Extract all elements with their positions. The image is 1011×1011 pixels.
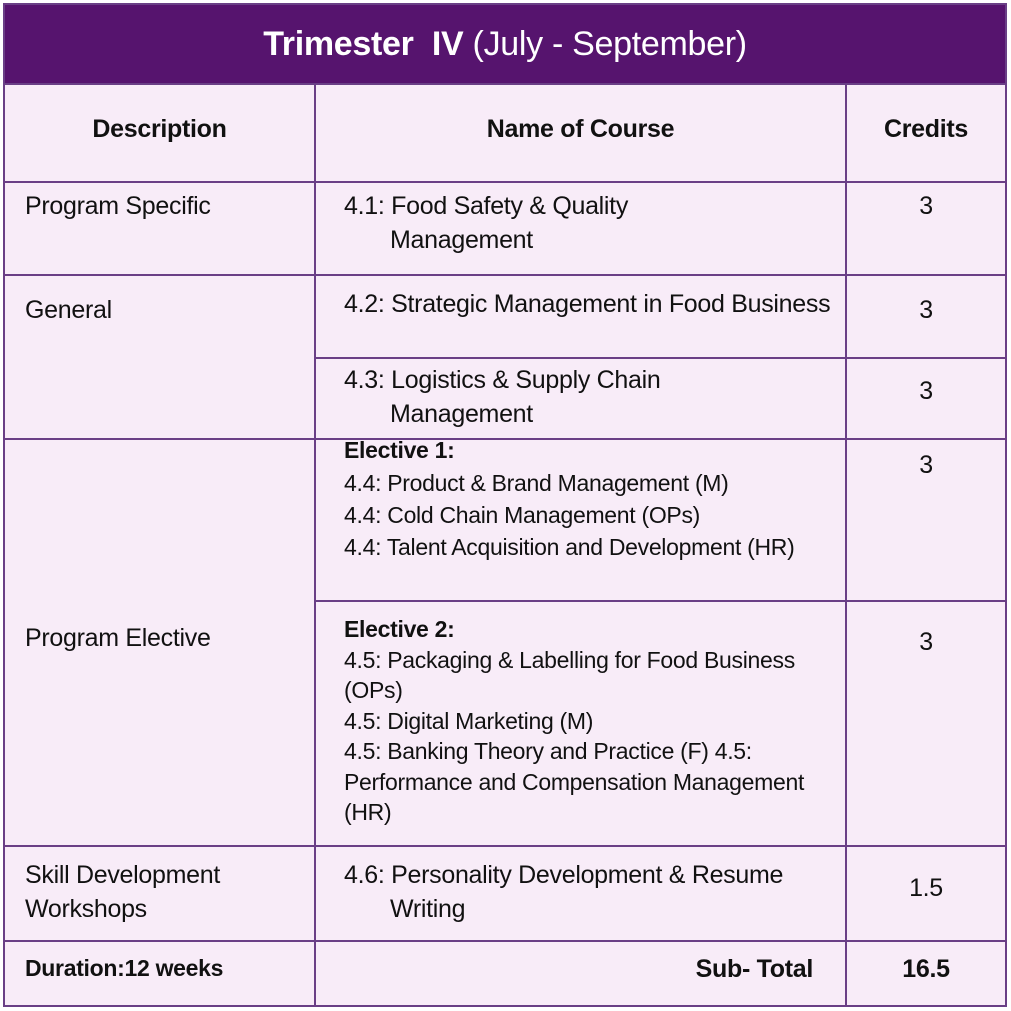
course-table: [3, 3, 1007, 1007]
credits-4-2: 3: [919, 296, 933, 324]
description-skill-line1: Skill Development: [25, 861, 220, 889]
description-program-elective: Program Elective: [25, 624, 211, 652]
course-4-1: [344, 189, 628, 257]
elective-2-block: [344, 614, 804, 828]
divider: [5, 940, 1005, 942]
credits-4-3: 3: [919, 377, 933, 405]
course-4-3: [344, 363, 660, 431]
elective-2-line: (HR): [344, 799, 392, 825]
subtotal-label: Sub- Total: [695, 955, 813, 983]
header-course: Name of Course: [486, 115, 675, 143]
elective-1-heading: Elective 1:: [344, 437, 455, 463]
description-program-specific: Program Specific: [25, 192, 211, 220]
table-title: [5, 5, 1005, 83]
elective-2-line: 4.5: Banking Theory and Practice (F) 4.5:: [344, 738, 752, 764]
description-skill-line2: Workshops: [25, 895, 147, 923]
elective-2-heading: Elective 2:: [344, 616, 455, 642]
course-4-1-line1: 4.1: Food Safety & Quality: [344, 192, 629, 220]
credits-elective-2: 3: [919, 628, 933, 656]
elective-2-line: Performance and Compensation Management: [344, 768, 805, 795]
elective-1-option: 4.4: Product & Brand Management (M): [344, 470, 729, 496]
description-general: General: [25, 296, 112, 324]
duration-label: Duration:12 weeks: [25, 955, 224, 981]
course-4-3-line2: Management: [390, 400, 533, 428]
description-skill-development: [25, 858, 220, 926]
course-4-6-line1: 4.6: Personality Development & Resume: [344, 861, 784, 889]
divider: [314, 357, 1005, 359]
header-credits: Credits: [883, 115, 969, 143]
course-4-6: [344, 858, 783, 926]
divider: [5, 274, 1005, 276]
divider: [5, 83, 1005, 85]
course-4-6-line2: Writing: [390, 895, 466, 923]
credits-4-1: 3: [919, 192, 933, 220]
divider: [5, 181, 1005, 183]
elective-1-option: 4.4: Talent Acquisition and Development (HR): [344, 534, 795, 560]
elective-2-line: 4.5: Digital Marketing (M): [344, 707, 594, 734]
elective-2-line: 4.5: Packaging & Labelling for Food Business: [344, 646, 795, 673]
course-4-1-line2: Management: [390, 226, 533, 254]
course-4-2: 4.2: Strategic Management in Food Business: [344, 290, 831, 318]
subtotal-value: 16.5: [902, 955, 950, 983]
divider: [5, 845, 1005, 847]
elective-2-line: (OPs): [344, 677, 403, 703]
title-trimester: Trimester IV: [263, 24, 464, 63]
divider: [314, 600, 1005, 602]
elective-1-option: 4.4: Cold Chain Management (OPs): [344, 502, 701, 528]
credits-elective-1: 3: [919, 451, 933, 479]
header-description: Description: [92, 115, 227, 143]
divider: [314, 83, 316, 1005]
title-dates: (July - September): [463, 24, 747, 63]
credits-4-6: 1.5: [909, 874, 943, 902]
course-4-3-line1: 4.3: Logistics & Supply Chain: [344, 366, 661, 394]
elective-1-block: [344, 435, 794, 563]
